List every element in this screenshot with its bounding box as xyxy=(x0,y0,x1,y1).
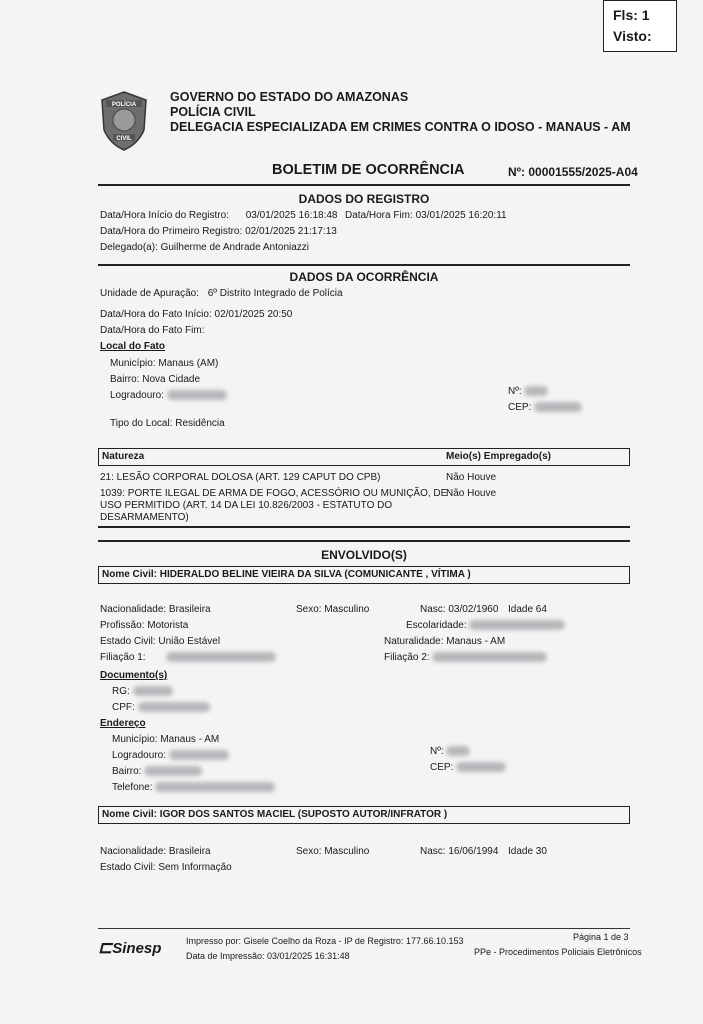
natureza-meio-1: Não Houve xyxy=(446,472,497,483)
p1-municipio: Município: Manaus - AM xyxy=(112,734,220,745)
envolvido-1-name: Nome Civil: HIDERALDO BELINE VIEIRA DA SILVA (COMUNICANTE , VÍTIMA ) xyxy=(98,566,630,584)
natureza-item-1: 21: LESÃO CORPORAL DOLOSA (ART. 129 CAPUT DO CPB) xyxy=(100,472,381,483)
numero-label: Nº: xyxy=(508,386,522,397)
sinesp-logo-text: Sinesp xyxy=(112,940,162,957)
registro-section-title: DADOS DO REGISTRO xyxy=(298,192,430,206)
delegado-label: Delegado(a): xyxy=(100,242,158,253)
delegado-name: Guilherme de Andrade Antoniazzi xyxy=(160,242,310,253)
police-badge-icon xyxy=(98,90,150,152)
redacted-field xyxy=(155,782,275,792)
p1-logradouro-label: Logradouro: xyxy=(112,750,166,761)
page-indicator: Página 1 de 3 xyxy=(573,932,629,942)
p1-escolaridade-label: Escolaridade: xyxy=(406,620,467,631)
p1-numero-label: Nº: xyxy=(430,746,444,757)
header-line-3: DELEGACIA ESPECIALIZADA EM CRIMES CONTRA O IDOSO - MANAUS - AM xyxy=(170,120,631,134)
fato-inicio: 02/01/2025 20:50 xyxy=(214,309,293,320)
p1-telefone-label: Telefone: xyxy=(112,782,153,793)
tipo-local-label: Tipo do Local: xyxy=(110,418,173,429)
p1-nasc: Nasc: 03/02/1960 xyxy=(420,604,499,615)
redacted-field xyxy=(432,652,547,662)
envolvidos-section-title: ENVOLVIDO(S) xyxy=(321,548,407,562)
header-line-2: POLÍCIA CIVIL xyxy=(170,105,256,119)
redacted-field xyxy=(456,762,506,772)
municipio-label: Município: xyxy=(110,358,156,369)
p2-estado-civil: Estado Civil: Sem Informação xyxy=(100,862,232,873)
redacted-field xyxy=(138,702,210,712)
agency-header xyxy=(170,90,631,135)
natureza-col: Natureza xyxy=(102,451,145,462)
p1-idade: Idade 64 xyxy=(508,604,547,615)
redacted-field xyxy=(169,750,229,760)
envolvido-2-name: Nome Civil: IGOR DOS SANTOS MACIEL (SUPOSTO AUTOR/INFRATOR ) xyxy=(98,806,630,824)
divider xyxy=(98,264,630,266)
municipio-value: Manaus (AM) xyxy=(158,358,219,369)
visto-label: Visto: xyxy=(613,28,652,44)
redacted-field xyxy=(524,386,548,396)
p1-documentos-title: Documento(s) xyxy=(100,670,168,681)
fato-inicio-label: Data/Hora do Fato Início: xyxy=(100,309,212,320)
tipo-local-value: Residência xyxy=(175,418,225,429)
ocorrencia-section-title: DADOS DA OCORRÊNCIA xyxy=(289,270,439,284)
badge-top-text: POLÍCIA xyxy=(111,102,137,108)
p2-nasc: Nasc: 16/06/1994 xyxy=(420,846,499,857)
p2-sexo: Sexo: Masculino xyxy=(296,846,370,857)
divider xyxy=(98,526,630,528)
fato-fim-label: Data/Hora do Fato Fim: xyxy=(100,325,205,336)
cep-label: CEP: xyxy=(508,402,532,413)
natureza-item-2: 1039: PORTE ILEGAL DE ARMA DE FOGO, ACESSÓRIO OU MUNIÇÃO, DE USO PERMITIDO (ART. 14 DA LEI 10.826/2003 - ESTATUTO DO DESARMAMENTO) xyxy=(100,488,448,523)
registro-inicio-label: Data/Hora Início do Registro: xyxy=(100,210,229,221)
bairro-label: Bairro: xyxy=(110,374,140,385)
primeiro-registro: 02/01/2025 21:17:13 xyxy=(245,226,337,237)
p1-filiacao2-label: Filiação 2: xyxy=(384,652,430,663)
redacted-field xyxy=(446,746,470,756)
natureza-header xyxy=(98,448,630,466)
p1-filiacao1-label: Filiação 1: xyxy=(100,652,146,663)
p1-endereco-title: Endereço xyxy=(100,718,146,729)
redacted-field xyxy=(166,652,276,662)
redacted-field xyxy=(469,620,565,630)
system-name: PPe - Procedimentos Policiais Eletrônicos xyxy=(474,947,642,957)
p1-sexo: Sexo: Masculino xyxy=(296,604,370,615)
sinesp-logo xyxy=(98,938,161,958)
unidade-value: 6º Distrito Integrado de Polícia xyxy=(207,288,343,299)
document-title: BOLETIM DE OCORRÊNCIA xyxy=(272,162,465,178)
redacted-field xyxy=(167,390,227,400)
folha-stamp xyxy=(603,0,677,52)
unidade-label: Unidade de Apuração: xyxy=(100,288,199,299)
redacted-field xyxy=(133,686,173,696)
bairro-value: Nova Cidade xyxy=(142,374,201,385)
registro-fim: 03/01/2025 16:20:11 xyxy=(415,210,507,221)
redacted-field xyxy=(144,766,202,776)
p1-bairro-label: Bairro: xyxy=(112,766,142,777)
registro-fim-label: Data/Hora Fim: xyxy=(345,210,413,221)
redacted-field xyxy=(534,402,582,412)
p1-profissao: Profissão: Motorista xyxy=(100,620,189,631)
p1-nacionalidade: Nacionalidade: Brasileira xyxy=(100,604,211,615)
p1-rg-label: RG: xyxy=(112,686,130,697)
registro-section xyxy=(98,192,630,206)
registro-inicio: 03/01/2025 16:18:48 xyxy=(245,210,338,221)
data-impressao: Data de Impressão: 03/01/2025 16:31:48 xyxy=(186,951,350,961)
p1-cpf-label: CPF: xyxy=(112,702,135,713)
p1-cep-label: CEP: xyxy=(430,762,454,773)
document-number: Nº: 00001555/2025-A04 xyxy=(508,165,638,179)
natureza-meio-2: Não Houve xyxy=(446,488,497,499)
p2-idade: Idade 30 xyxy=(508,846,547,857)
fls-label: Fls: 1 xyxy=(613,7,650,23)
logradouro-label: Logradouro: xyxy=(110,390,164,401)
sinesp-logo-icon: ⊏ xyxy=(98,938,113,957)
impresso-por: Impresso por: Gisele Coelho da Roza - IP de Registro: 177.66.10.153 xyxy=(186,936,464,946)
p1-estado-civil: Estado Civil: União Estável xyxy=(100,636,221,647)
divider xyxy=(98,540,630,542)
p1-naturalidade: Naturalidade: Manaus - AM xyxy=(384,636,506,647)
local-fato-title: Local do Fato xyxy=(100,341,165,352)
divider xyxy=(98,184,630,186)
p2-nacionalidade: Nacionalidade: Brasileira xyxy=(100,846,211,857)
header-line-1: GOVERNO DO ESTADO DO AMAZONAS xyxy=(170,90,409,104)
footer-divider xyxy=(98,928,630,929)
badge-bottom-text: CIVIL xyxy=(116,136,132,142)
primeiro-registro-label: Data/Hora do Primeiro Registro: xyxy=(100,226,243,237)
meio-col: Meio(s) Empregado(s) xyxy=(446,451,552,462)
